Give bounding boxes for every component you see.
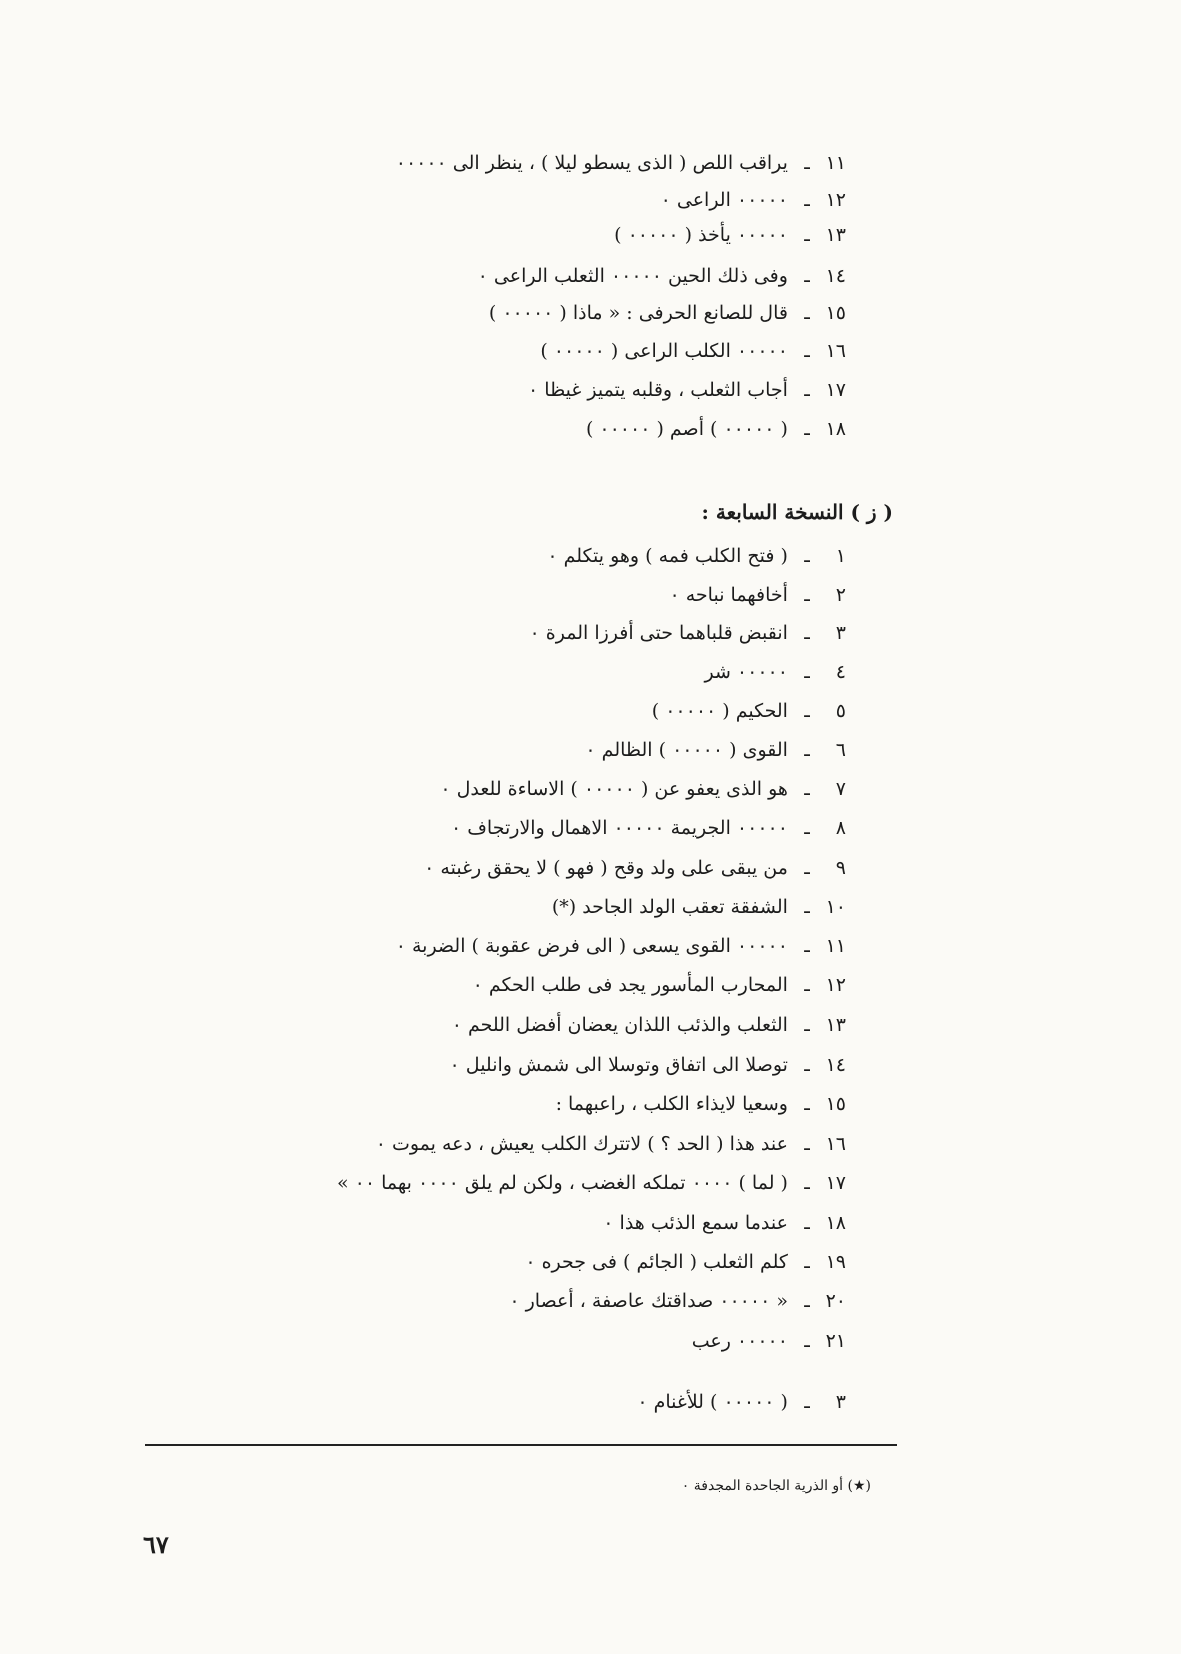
verse-line: ١٨ـ ( ٠٠٠٠٠ ) أصم ( ٠٠٠٠٠ ) <box>585 418 846 440</box>
verse-line: ١٥ـ قال للصانع الحرفى : « ماذا ( ٠٠٠٠٠ ) <box>488 302 846 324</box>
line-text: ٠٠٠٠٠ الراعى ٠ <box>660 189 788 211</box>
line-text: قال للصانع الحرفى : « ماذا ( ٠٠٠٠٠ ) <box>488 302 788 324</box>
line-text: من يبقى على ولد وقح ( فهو ) لا يحقق رغبته ٠ <box>424 857 788 879</box>
line-number: ١٧ <box>825 1172 846 1194</box>
verse-line: ١٤ـ توصلا الى اتفاق وتوسلا الى شمش وانليل ٠ <box>449 1054 846 1076</box>
line-text: أجاب الثعلب ، وقلبه يتميز غيظا ٠ <box>528 379 788 401</box>
line-number: ١٢ <box>825 974 846 996</box>
line-number: ٤ <box>835 661 846 683</box>
line-number: ٨ <box>835 817 846 839</box>
verse-line: ١٢ـ ٠٠٠٠٠ الراعى ٠ <box>660 189 846 211</box>
line-text: ٠٠٠٠٠ القوى يسعى ( الى فرض عقوبة ) الضربة ٠ <box>395 935 788 957</box>
verse-line: ٥ـ الحكيم ( ٠٠٠٠٠ ) <box>651 700 846 722</box>
line-text: عند هذا ( الحد ؟ ) لاتترك الكلب يعيش ، دعه يموت ٠ <box>375 1133 788 1155</box>
line-number: ١٧ <box>825 379 846 401</box>
verse-line: ٩ـ من يبقى على ولد وقح ( فهو ) لا يحقق رغبته ٠ <box>424 857 846 879</box>
line-text: كلم الثعلب ( الجائم ) فى جحره ٠ <box>525 1251 788 1273</box>
line-text: الشفقة تعقب الولد الجاحد (*) <box>551 896 788 918</box>
verse-line: ٢ـ أخافهما نباحه ٠ <box>669 584 846 606</box>
verse-line: ١٦ـ ٠٠٠٠٠ الكلب الراعى ( ٠٠٠٠٠ ) <box>540 340 846 362</box>
footnote: (★) أو الذرية الجاحدة المجدفة ٠ <box>681 1478 871 1494</box>
verse-line: ١١ـ ٠٠٠٠٠ القوى يسعى ( الى فرض عقوبة ) الضربة ٠ <box>395 935 846 957</box>
verse-line: ٦ـ القوى ( ٠٠٠٠٠ ) الظالم ٠ <box>585 739 846 761</box>
line-text: وفى ذلك الحين ٠٠٠٠٠ الثعلب الراعى ٠ <box>477 265 788 287</box>
line-number: ١٤ <box>825 1054 846 1076</box>
line-text: ٠٠٠٠٠ الكلب الراعى ( ٠٠٠٠٠ ) <box>540 340 788 362</box>
line-text: أخافهما نباحه ٠ <box>669 584 788 606</box>
line-text: ٠٠٠٠٠ شر <box>704 661 788 683</box>
line-text: ٠٠٠٠٠ يأخذ ( ٠٠٠٠٠ ) <box>614 224 788 246</box>
verse-line: ١٣ـ ٠٠٠٠٠ يأخذ ( ٠٠٠٠٠ ) <box>614 224 846 246</box>
verse-line: ١٨ـ عندما سمع الذئب هذا ٠ <box>603 1212 846 1234</box>
line-text: ٠٠٠٠٠ الجريمة ٠٠٠٠٠ الاهمال والارتجاف ٠ <box>450 817 788 839</box>
line-text: ( لما ) ٠٠٠٠ تملكه الغضب ، ولكن لم يلق ٠٠٠٠ بهما ٠٠ » <box>336 1172 788 1194</box>
line-number: ١٥ <box>825 1093 846 1115</box>
line-number: ١٨ <box>825 1212 846 1234</box>
line-number: ٢١ <box>825 1330 846 1352</box>
line-number: ١٩ <box>825 1251 846 1273</box>
section-heading: ( ز ) النسخة السابعة : <box>701 500 893 524</box>
line-number: ١٢ <box>825 189 846 211</box>
line-text: هو الذى يعفو عن ( ٠٠٠٠٠ ) الاساءة للعدل ٠ <box>440 778 788 800</box>
line-text: ٠٠٠٠٠ رعب <box>691 1330 788 1352</box>
line-number: ١٠ <box>825 896 846 918</box>
verse-line: ١٧ـ ( لما ) ٠٠٠٠ تملكه الغضب ، ولكن لم يلق ٠٠٠٠ بهما ٠٠ » <box>336 1172 846 1194</box>
line-number: ٣ <box>835 1391 846 1413</box>
verse-line: ٣ـ انقبض قلباهما حتى أفرزا المرة ٠ <box>529 622 846 644</box>
verse-line: ١ـ ( فتح الكلب فمه ) وهو يتكلم ٠ <box>547 545 846 567</box>
line-text: الحكيم ( ٠٠٠٠٠ ) <box>651 700 788 722</box>
line-number: ١٣ <box>825 1014 846 1036</box>
line-text: المحارب المأسور يجد فى طلب الحكم ٠ <box>472 974 788 996</box>
line-number: ١٣ <box>825 224 846 246</box>
line-number: ٧ <box>835 778 846 800</box>
line-number: ٦ <box>835 739 846 761</box>
line-number: ٩ <box>835 857 846 879</box>
line-text: « ٠٠٠٠٠ صداقتك عاصفة ، أعصار ٠ <box>509 1290 788 1312</box>
line-number: ٣ <box>835 622 846 644</box>
line-text: يراقب اللص ( الذى يسطو ليلا ) ، ينظر الى ٠٠٠٠٠ <box>395 152 788 174</box>
line-number: ١١ <box>825 152 846 174</box>
line-number: ١ <box>835 545 846 567</box>
verse-line: ١١ـ يراقب اللص ( الذى يسطو ليلا ) ، ينظر الى ٠٠٠٠٠ <box>395 152 846 174</box>
verse-line: ١٧ـ أجاب الثعلب ، وقلبه يتميز غيظا ٠ <box>528 379 846 401</box>
line-number: ١٥ <box>825 302 846 324</box>
line-number: ٥ <box>835 700 846 722</box>
verse-line: ٢٠ـ « ٠٠٠٠٠ صداقتك عاصفة ، أعصار ٠ <box>509 1290 846 1312</box>
verse-line: ٣ـ ( ٠٠٠٠٠ ) للأغنام ٠ <box>637 1391 846 1413</box>
line-number: ١٤ <box>825 265 846 287</box>
line-text: ( ٠٠٠٠٠ ) أصم ( ٠٠٠٠٠ ) <box>585 418 788 440</box>
verse-line: ١٤ـ وفى ذلك الحين ٠٠٠٠٠ الثعلب الراعى ٠ <box>477 265 846 287</box>
verse-line: ١٢ـ المحارب المأسور يجد فى طلب الحكم ٠ <box>472 974 846 996</box>
line-number: ٢ <box>835 584 846 606</box>
verse-line: ٧ـ هو الذى يعفو عن ( ٠٠٠٠٠ ) الاساءة للعدل ٠ <box>440 778 846 800</box>
line-number: ١٨ <box>825 418 846 440</box>
line-text: انقبض قلباهما حتى أفرزا المرة ٠ <box>529 622 788 644</box>
line-text: القوى ( ٠٠٠٠٠ ) الظالم ٠ <box>585 739 788 761</box>
verse-line: ١٠ـ الشفقة تعقب الولد الجاحد (*) <box>551 896 846 918</box>
line-number: ١١ <box>825 935 846 957</box>
verse-line: ١٩ـ كلم الثعلب ( الجائم ) فى جحره ٠ <box>525 1251 846 1273</box>
page-number: ٦٧ <box>143 1530 169 1559</box>
line-text: ( ٠٠٠٠٠ ) للأغنام ٠ <box>637 1391 788 1413</box>
line-text: وسعيا لايذاء الكلب ، راعبهما : <box>555 1093 788 1115</box>
line-text: عندما سمع الذئب هذا ٠ <box>603 1212 788 1234</box>
line-text: ( فتح الكلب فمه ) وهو يتكلم ٠ <box>547 545 788 567</box>
verse-line: ١٣ـ الثعلب والذئب اللذان يعضان أفضل اللحم ٠ <box>451 1014 846 1036</box>
verse-line: ١٥ـ وسعيا لايذاء الكلب ، راعبهما : <box>555 1093 846 1115</box>
footnote-divider <box>145 1444 897 1446</box>
verse-line: ١٦ـ عند هذا ( الحد ؟ ) لاتترك الكلب يعيش ، دعه يموت ٠ <box>375 1133 846 1155</box>
line-number: ١٦ <box>825 1133 846 1155</box>
line-number: ٢٠ <box>825 1290 846 1312</box>
verse-line: ٢١ـ ٠٠٠٠٠ رعب <box>691 1330 846 1352</box>
verse-line: ٨ـ ٠٠٠٠٠ الجريمة ٠٠٠٠٠ الاهمال والارتجاف ٠ <box>450 817 846 839</box>
line-number: ١٦ <box>825 340 846 362</box>
line-text: الثعلب والذئب اللذان يعضان أفضل اللحم ٠ <box>451 1014 788 1036</box>
verse-line: ٤ـ ٠٠٠٠٠ شر <box>704 661 846 683</box>
line-text: توصلا الى اتفاق وتوسلا الى شمش وانليل ٠ <box>449 1054 788 1076</box>
